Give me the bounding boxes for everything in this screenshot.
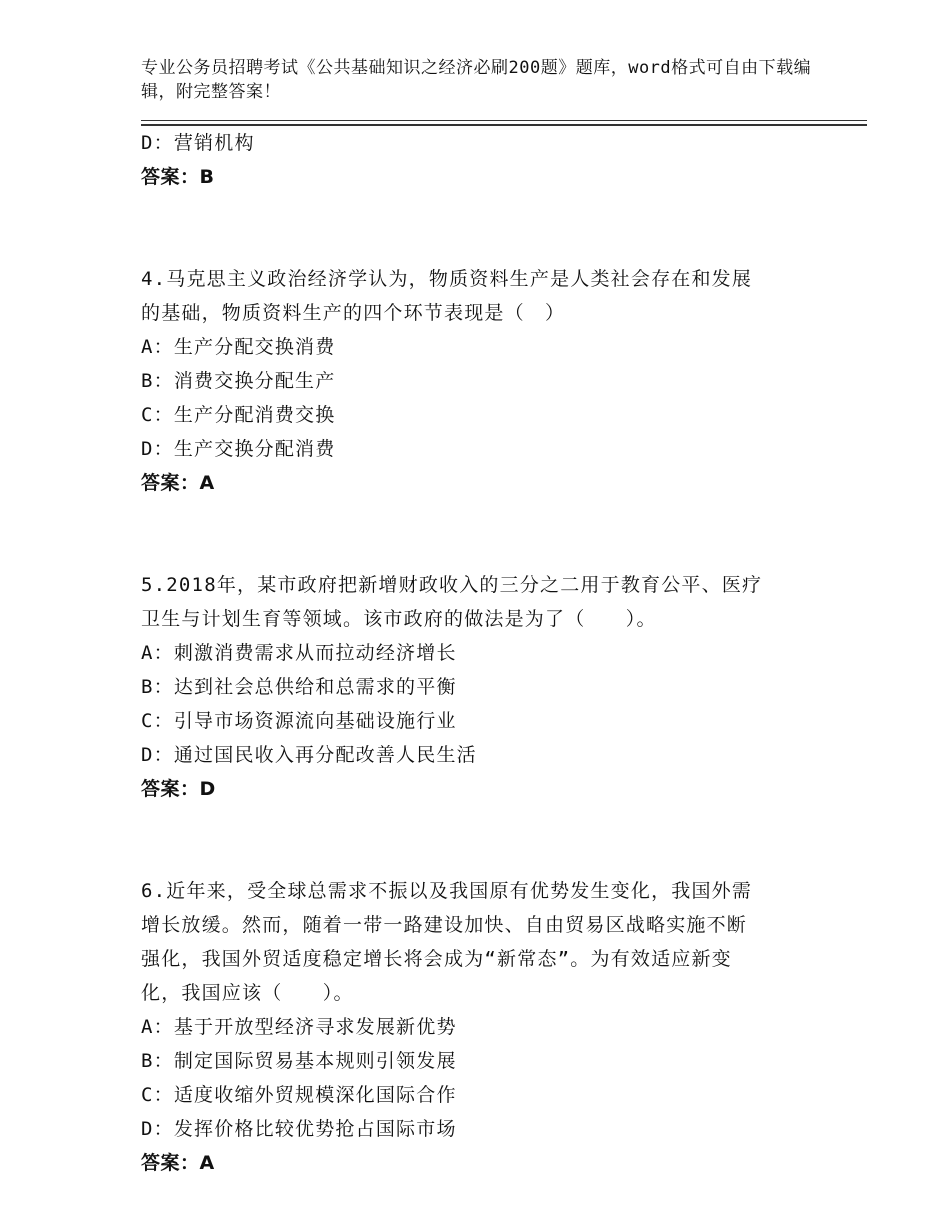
question-6-option-a: A：基于开放型经济寻求发展新优势 [141, 1016, 457, 1038]
question-4-option-a: A：生产分配交换消费 [141, 336, 336, 358]
question-content [141, 126, 821, 1180]
document-header: 专业公务员招聘考试《公共基础知识之经济必刷200题》题库，word格式可自由下载编辑，附完整答案！ [141, 58, 812, 102]
question-4-answer: 答案：A [141, 472, 215, 494]
question-5-option-a: A：刺激消费需求从而拉动经济增长 [141, 642, 457, 664]
question-4-option-b: B：消费交换分配生产 [141, 370, 336, 392]
question-6-option-b: B：制定国际贸易基本规则引领发展 [141, 1050, 457, 1072]
prev-option-d: D：营销机构 [141, 132, 255, 154]
question-6-stem-line-2: 增长放缓。然而，随着一带一路建设加快、自由贸易区战略实施不断 [141, 914, 748, 936]
prev-answer: 答案：B [141, 166, 215, 188]
question-4-stem-line-2: 的基础，物质资料生产的四个环节表现是（ ） [141, 302, 566, 324]
question-5-option-c: C：引导市场资源流向基础设施行业 [141, 710, 457, 732]
question-5-option-b: B：达到社会总供给和总需求的平衡 [141, 676, 457, 698]
question-6-stem-line-3: 强化，我国外贸适度稳定增长将会成为“新常态”。为有效适应新变 [141, 948, 732, 970]
question-6-option-c: C：适度收缩外贸规模深化国际合作 [141, 1084, 457, 1106]
question-6-option-d: D：发挥价格比较优势抢占国际市场 [141, 1118, 457, 1140]
spacer [141, 500, 821, 568]
question-6-answer: 答案：A [141, 1152, 215, 1174]
question-5-stem-line-1: 5.2018年，某市政府把新增财政收入的三分之二用于教育公平、医疗 [141, 574, 763, 596]
header-rule-thin [141, 120, 867, 121]
question-5-answer: 答案：D [141, 778, 216, 800]
spacer [141, 194, 821, 262]
question-4-stem-line-1: 4.马克思主义政治经济学认为，物质资料生产是人类社会存在和发展 [141, 268, 753, 290]
spacer [141, 806, 821, 874]
question-5-stem-line-2: 卫生与计划生育等领域。该市政府的做法是为了（ ）。 [141, 608, 657, 630]
question-4-option-c: C：生产分配消费交换 [141, 404, 336, 426]
question-6-stem-line-4: 化，我国应该（ ）。 [141, 982, 354, 1004]
question-5-option-d: D：通过国民收入再分配改善人民生活 [141, 744, 477, 766]
question-4-option-d: D：生产交换分配消费 [141, 438, 336, 460]
question-6-stem-line-1: 6.近年来，受全球总需求不振以及我国原有优势发生变化，我国外需 [141, 880, 753, 902]
